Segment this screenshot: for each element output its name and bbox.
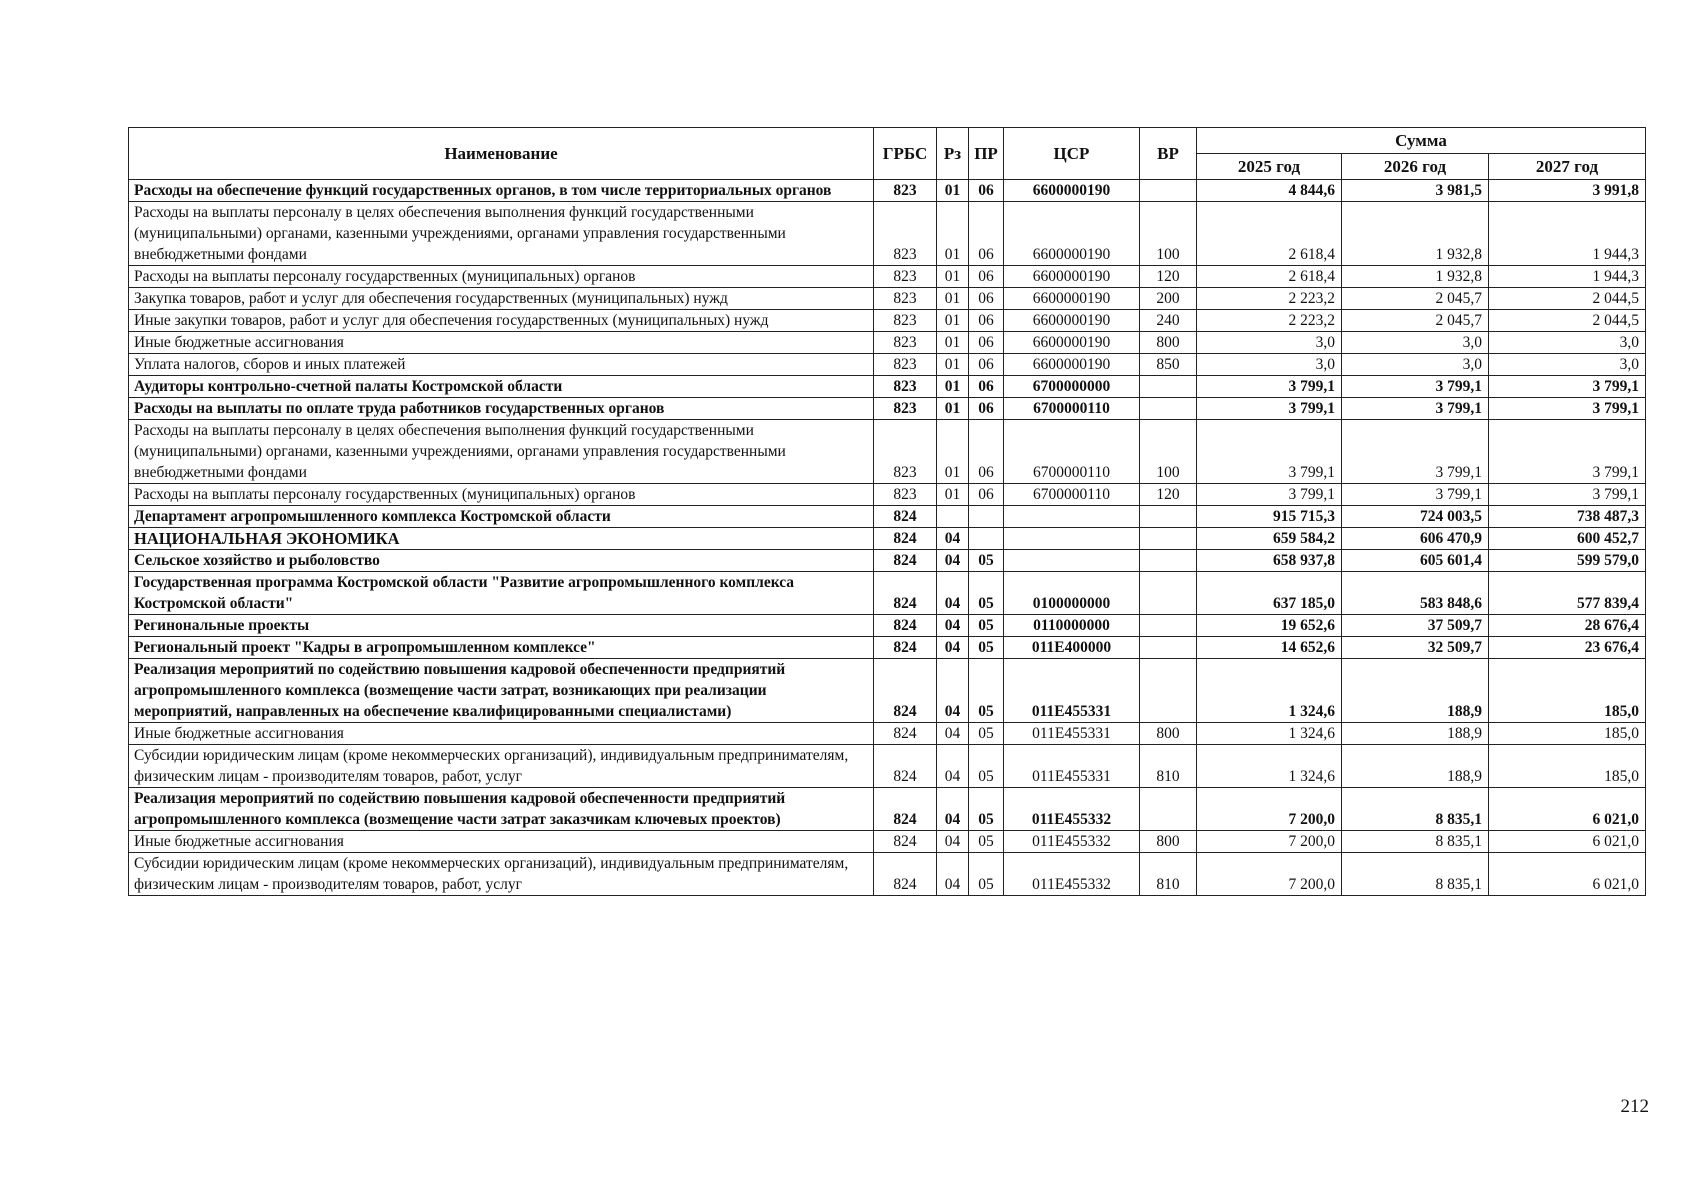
cell-vr (1140, 398, 1197, 420)
cell-2025: 19 652,6 (1197, 615, 1342, 637)
cell-csr: 011Е455332 (1004, 831, 1140, 853)
cell-rz: 04 (937, 615, 969, 637)
cell-csr: 011Е455331 (1004, 723, 1140, 745)
cell-2026: 8 835,1 (1342, 788, 1489, 831)
cell-2025: 14 652,6 (1197, 637, 1342, 659)
table-row (129, 398, 1646, 420)
cell-2025: 2 223,2 (1197, 310, 1342, 332)
cell-grbs: 824 (874, 528, 937, 550)
cell-rz: 04 (937, 528, 969, 550)
table-row (129, 831, 1646, 853)
header-rz: Рз (937, 128, 969, 180)
cell-csr: 011Е455332 (1004, 788, 1140, 831)
cell-2025: 1 324,6 (1197, 659, 1342, 723)
table-row (129, 266, 1646, 288)
cell-2025: 4 844,6 (1197, 180, 1342, 202)
cell-grbs: 823 (874, 398, 937, 420)
cell-2025: 3 799,1 (1197, 484, 1342, 506)
cell-rz: 01 (937, 420, 969, 484)
cell-pr: 05 (969, 659, 1004, 723)
cell-name: Государственная программа Костромской области "Развитие агропромышленного комплекса Костромской области" (129, 572, 874, 615)
cell-2025: 2 618,4 (1197, 266, 1342, 288)
cell-pr: 05 (969, 550, 1004, 572)
cell-pr: 05 (969, 615, 1004, 637)
table-row (129, 615, 1646, 637)
cell-rz: 01 (937, 202, 969, 266)
cell-grbs: 824 (874, 853, 937, 896)
header-sum: Сумма (1197, 128, 1646, 154)
cell-2025: 7 200,0 (1197, 831, 1342, 853)
cell-name: Закупка товаров, работ и услуг для обеспечения государственных (муниципальных) нужд (129, 288, 874, 310)
header-name: Наименование (129, 128, 874, 180)
table-body (129, 180, 1646, 896)
cell-rz: 01 (937, 266, 969, 288)
cell-csr: 0100000000 (1004, 572, 1140, 615)
cell-2025: 659 584,2 (1197, 528, 1342, 550)
cell-grbs: 824 (874, 831, 937, 853)
cell-grbs: 823 (874, 288, 937, 310)
cell-csr: 6600000190 (1004, 202, 1140, 266)
cell-pr: 05 (969, 745, 1004, 788)
cell-csr: 6700000110 (1004, 420, 1140, 484)
cell-2027: 3 799,1 (1489, 376, 1646, 398)
cell-vr (1140, 637, 1197, 659)
cell-pr: 06 (969, 288, 1004, 310)
cell-2026: 1 932,8 (1342, 202, 1489, 266)
cell-2027: 1 944,3 (1489, 266, 1646, 288)
table-header (129, 128, 1646, 180)
cell-name: Аудиторы контрольно-счетной палаты Костромской области (129, 376, 874, 398)
cell-name: Региональный проект "Кадры в агропромышленном комплексе" (129, 637, 874, 659)
cell-vr (1140, 550, 1197, 572)
cell-2026: 188,9 (1342, 659, 1489, 723)
cell-2027: 3 799,1 (1489, 420, 1646, 484)
cell-csr: 6600000190 (1004, 354, 1140, 376)
cell-rz: 01 (937, 354, 969, 376)
cell-csr: 6600000190 (1004, 288, 1140, 310)
cell-csr: 6700000110 (1004, 484, 1140, 506)
table-row (129, 853, 1646, 896)
budget-table (128, 127, 1646, 896)
cell-2025: 658 937,8 (1197, 550, 1342, 572)
cell-vr (1140, 788, 1197, 831)
cell-pr: 06 (969, 310, 1004, 332)
cell-grbs: 824 (874, 659, 937, 723)
table-row (129, 506, 1646, 528)
cell-rz: 01 (937, 376, 969, 398)
cell-name: Расходы на выплаты персоналу в целях обеспечения выполнения функций государственными (муниципальными) органами, казенными учреждениями, органами управления государственными внебюджетными фондами (129, 202, 874, 266)
table-row (129, 310, 1646, 332)
cell-2027: 185,0 (1489, 745, 1646, 788)
cell-rz: 01 (937, 398, 969, 420)
cell-vr (1140, 506, 1197, 528)
cell-csr: 6700000000 (1004, 376, 1140, 398)
cell-name: Расходы на обеспечение функций государственных органов, в том числе территориальных органов (129, 180, 874, 202)
cell-name: Иные закупки товаров, работ и услуг для обеспечения государственных (муниципальных) нужд (129, 310, 874, 332)
cell-pr: 06 (969, 354, 1004, 376)
cell-2027: 185,0 (1489, 723, 1646, 745)
cell-csr: 6700000110 (1004, 398, 1140, 420)
cell-csr (1004, 528, 1140, 550)
cell-vr: 100 (1140, 420, 1197, 484)
cell-pr (969, 506, 1004, 528)
table-row (129, 637, 1646, 659)
cell-grbs: 824 (874, 550, 937, 572)
cell-csr: 6600000190 (1004, 332, 1140, 354)
cell-2025: 7 200,0 (1197, 853, 1342, 896)
table-row (129, 180, 1646, 202)
cell-rz: 01 (937, 332, 969, 354)
cell-2026: 1 932,8 (1342, 266, 1489, 288)
cell-2026: 3 799,1 (1342, 420, 1489, 484)
table-row (129, 288, 1646, 310)
cell-grbs: 824 (874, 745, 937, 788)
cell-grbs: 824 (874, 572, 937, 615)
cell-name: Иные бюджетные ассигнования (129, 332, 874, 354)
cell-rz: 01 (937, 288, 969, 310)
cell-vr (1140, 180, 1197, 202)
header-grbs: ГРБС (874, 128, 937, 180)
cell-pr: 05 (969, 723, 1004, 745)
cell-vr: 800 (1140, 831, 1197, 853)
cell-vr: 120 (1140, 266, 1197, 288)
table-row (129, 788, 1646, 831)
cell-csr: 6600000190 (1004, 180, 1140, 202)
cell-pr: 05 (969, 788, 1004, 831)
cell-2025: 3,0 (1197, 354, 1342, 376)
cell-2027: 2 044,5 (1489, 310, 1646, 332)
table-row (129, 550, 1646, 572)
cell-name: Расходы на выплаты персоналу в целях обеспечения выполнения функций государственными (муниципальными) органами, казенными учреждениями, органами управления государственными внебюджетными фондами (129, 420, 874, 484)
cell-rz: 04 (937, 831, 969, 853)
cell-grbs: 823 (874, 332, 937, 354)
cell-2025: 7 200,0 (1197, 788, 1342, 831)
cell-2026: 583 848,6 (1342, 572, 1489, 615)
header-year-2025: 2025 год (1197, 154, 1342, 180)
cell-name: Иные бюджетные ассигнования (129, 831, 874, 853)
cell-2027: 3 799,1 (1489, 398, 1646, 420)
cell-grbs: 823 (874, 180, 937, 202)
cell-csr: 011Е455331 (1004, 659, 1140, 723)
page-number: 212 (1620, 1096, 1649, 1117)
cell-2025: 2 618,4 (1197, 202, 1342, 266)
cell-vr: 810 (1140, 853, 1197, 896)
cell-vr (1140, 615, 1197, 637)
cell-2026: 32 509,7 (1342, 637, 1489, 659)
cell-name: Субсидии юридическим лицам (кроме некоммерческих организаций), индивидуальным предпринимателям, физическим лицам - производителям товаров, работ, услуг (129, 853, 874, 896)
cell-grbs: 824 (874, 723, 937, 745)
cell-csr (1004, 506, 1140, 528)
cell-name: Субсидии юридическим лицам (кроме некоммерческих организаций), индивидуальным предпринимателям, физическим лицам - производителям товаров, работ, услуг (129, 745, 874, 788)
cell-2026: 3 799,1 (1342, 398, 1489, 420)
cell-rz: 01 (937, 310, 969, 332)
cell-grbs: 823 (874, 420, 937, 484)
cell-name: Департамент агропромышленного комплекса Костромской области (129, 506, 874, 528)
cell-csr: 6600000190 (1004, 310, 1140, 332)
cell-2027: 599 579,0 (1489, 550, 1646, 572)
cell-vr: 200 (1140, 288, 1197, 310)
table-row (129, 572, 1646, 615)
cell-2026: 3,0 (1342, 332, 1489, 354)
cell-pr: 05 (969, 853, 1004, 896)
cell-2026: 605 601,4 (1342, 550, 1489, 572)
cell-vr: 240 (1140, 310, 1197, 332)
table-row (129, 376, 1646, 398)
cell-vr (1140, 376, 1197, 398)
cell-2027: 3,0 (1489, 332, 1646, 354)
cell-grbs: 823 (874, 354, 937, 376)
cell-2026: 724 003,5 (1342, 506, 1489, 528)
table-row (129, 745, 1646, 788)
cell-vr: 800 (1140, 332, 1197, 354)
cell-2026: 3 799,1 (1342, 376, 1489, 398)
table-row (129, 354, 1646, 376)
cell-pr: 06 (969, 376, 1004, 398)
cell-rz: 04 (937, 723, 969, 745)
cell-vr (1140, 572, 1197, 615)
cell-vr: 100 (1140, 202, 1197, 266)
cell-2026: 188,9 (1342, 745, 1489, 788)
header-year-2027: 2027 год (1489, 154, 1646, 180)
cell-grbs: 823 (874, 202, 937, 266)
table-row (129, 659, 1646, 723)
cell-rz: 04 (937, 637, 969, 659)
cell-csr: 0110000000 (1004, 615, 1140, 637)
table-row (129, 332, 1646, 354)
cell-rz: 04 (937, 745, 969, 788)
cell-pr: 06 (969, 398, 1004, 420)
cell-2027: 577 839,4 (1489, 572, 1646, 615)
cell-rz: 04 (937, 853, 969, 896)
header-csr: ЦСР (1004, 128, 1140, 180)
cell-vr (1140, 659, 1197, 723)
cell-2027: 6 021,0 (1489, 853, 1646, 896)
cell-grbs: 824 (874, 637, 937, 659)
cell-pr: 06 (969, 420, 1004, 484)
table-row (129, 202, 1646, 266)
cell-csr: 011Е400000 (1004, 637, 1140, 659)
cell-2026: 3,0 (1342, 354, 1489, 376)
cell-2025: 3 799,1 (1197, 420, 1342, 484)
cell-rz (937, 506, 969, 528)
cell-pr: 05 (969, 572, 1004, 615)
cell-2027: 3 991,8 (1489, 180, 1646, 202)
cell-name: Расходы на выплаты по оплате труда работников государственных органов (129, 398, 874, 420)
cell-grbs: 823 (874, 484, 937, 506)
cell-pr: 05 (969, 831, 1004, 853)
cell-2026: 2 045,7 (1342, 288, 1489, 310)
cell-vr: 120 (1140, 484, 1197, 506)
cell-grbs: 824 (874, 615, 937, 637)
cell-2027: 2 044,5 (1489, 288, 1646, 310)
cell-2026: 3 799,1 (1342, 484, 1489, 506)
cell-csr (1004, 550, 1140, 572)
cell-pr: 06 (969, 202, 1004, 266)
cell-pr (969, 528, 1004, 550)
cell-2026: 188,9 (1342, 723, 1489, 745)
cell-pr: 06 (969, 180, 1004, 202)
table-row (129, 528, 1646, 550)
cell-2027: 1 944,3 (1489, 202, 1646, 266)
cell-name: Сельское хозяйство и рыболовство (129, 550, 874, 572)
cell-2025: 3 799,1 (1197, 398, 1342, 420)
table-row (129, 484, 1646, 506)
cell-2027: 3 799,1 (1489, 484, 1646, 506)
cell-2027: 185,0 (1489, 659, 1646, 723)
cell-rz: 04 (937, 788, 969, 831)
cell-name: Расходы на выплаты персоналу государственных (муниципальных) органов (129, 266, 874, 288)
cell-2026: 37 509,7 (1342, 615, 1489, 637)
cell-vr: 810 (1140, 745, 1197, 788)
cell-pr: 05 (969, 637, 1004, 659)
cell-name: Иные бюджетные ассигнования (129, 723, 874, 745)
cell-2027: 28 676,4 (1489, 615, 1646, 637)
header-vr: ВР (1140, 128, 1197, 180)
cell-2025: 637 185,0 (1197, 572, 1342, 615)
cell-rz: 01 (937, 484, 969, 506)
cell-csr: 011Е455331 (1004, 745, 1140, 788)
cell-pr: 06 (969, 484, 1004, 506)
cell-2025: 915 715,3 (1197, 506, 1342, 528)
cell-rz: 04 (937, 659, 969, 723)
cell-rz: 01 (937, 180, 969, 202)
cell-2027: 3,0 (1489, 354, 1646, 376)
cell-csr: 011Е455332 (1004, 853, 1140, 896)
cell-2026: 606 470,9 (1342, 528, 1489, 550)
cell-2027: 6 021,0 (1489, 831, 1646, 853)
cell-2026: 3 981,5 (1342, 180, 1489, 202)
cell-pr: 06 (969, 332, 1004, 354)
cell-2025: 3,0 (1197, 332, 1342, 354)
cell-name: Расходы на выплаты персоналу государственных (муниципальных) органов (129, 484, 874, 506)
table-row (129, 420, 1646, 484)
cell-vr (1140, 528, 1197, 550)
cell-2026: 2 045,7 (1342, 310, 1489, 332)
cell-2027: 738 487,3 (1489, 506, 1646, 528)
cell-2025: 3 799,1 (1197, 376, 1342, 398)
cell-2026: 8 835,1 (1342, 831, 1489, 853)
cell-grbs: 824 (874, 506, 937, 528)
header-year-2026: 2026 год (1342, 154, 1489, 180)
cell-2025: 1 324,6 (1197, 723, 1342, 745)
cell-name: Уплата налогов, сборов и иных платежей (129, 354, 874, 376)
table-row (129, 723, 1646, 745)
cell-name: Реализация мероприятий по содействию повышения кадровой обеспеченности предприятий агропромышленного комплекса (возмещение части затрат заказчикам ключевых проектов) (129, 788, 874, 831)
cell-name: Реализация мероприятий по содействию повышения кадровой обеспеченности предприятий агропромышленного комплекса (возмещение части затрат, возникающих при реализации мероприятий, направленных на обеспечение квалифицированными специалистами) (129, 659, 874, 723)
cell-csr: 6600000190 (1004, 266, 1140, 288)
cell-name: НАЦИОНАЛЬНАЯ ЭКОНОМИКА (129, 528, 874, 550)
cell-vr: 800 (1140, 723, 1197, 745)
cell-grbs: 824 (874, 788, 937, 831)
cell-2026: 8 835,1 (1342, 853, 1489, 896)
cell-vr: 850 (1140, 354, 1197, 376)
header-pr: ПР (969, 128, 1004, 180)
cell-2027: 600 452,7 (1489, 528, 1646, 550)
cell-grbs: 823 (874, 266, 937, 288)
cell-pr: 06 (969, 266, 1004, 288)
cell-2027: 6 021,0 (1489, 788, 1646, 831)
cell-grbs: 823 (874, 376, 937, 398)
cell-2025: 1 324,6 (1197, 745, 1342, 788)
cell-grbs: 823 (874, 310, 937, 332)
cell-rz: 04 (937, 550, 969, 572)
cell-2025: 2 223,2 (1197, 288, 1342, 310)
cell-rz: 04 (937, 572, 969, 615)
cell-2027: 23 676,4 (1489, 637, 1646, 659)
cell-name: Регинональные проекты (129, 615, 874, 637)
